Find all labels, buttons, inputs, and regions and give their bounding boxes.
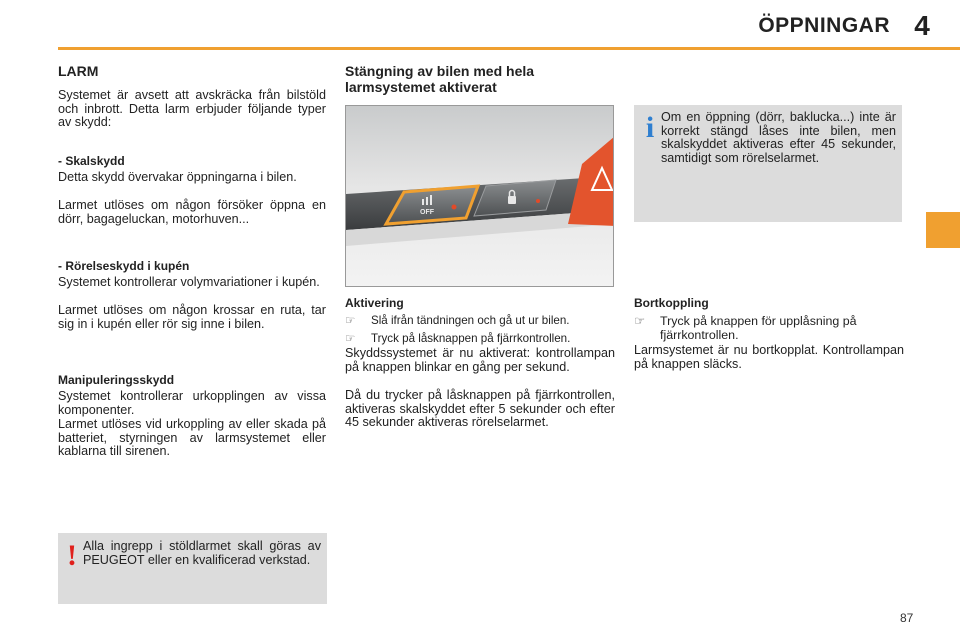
manip-p2: Larmet utlöses vid urkoppling av eller skada på batteriet, styrningen av larmsystemet eller kablarna till sirenen. <box>58 417 326 458</box>
pointing-hand-icon: ☞ <box>345 332 356 345</box>
aktivering-bullets <box>345 314 615 346</box>
list-item <box>345 314 615 328</box>
bortkoppling-bullets <box>634 314 904 342</box>
closing-heading: Stängning av bilen med hela larmsystemet aktiverat <box>345 63 535 95</box>
exclamation-icon: ! <box>67 539 77 572</box>
chapter-number: 4 <box>914 10 930 41</box>
bullet-text: Tryck på knappen för upplåsning på fjärrkontrollen. <box>660 314 857 342</box>
aktivering-p2: Då du trycker på låsknappen på fjärrkontrollen, aktiveras skalskyddet efter 5 sekunder och efter 45 sekunder aktiveras rörelselarmet. <box>345 388 615 429</box>
manip-p1: Systemet kontrollerar urkopplingen av vissa komponenter. <box>58 389 326 417</box>
alarm-button-illustration <box>346 106 614 287</box>
aktivering-title: Aktivering <box>345 296 404 310</box>
info-box <box>634 105 902 222</box>
off-label: OFF <box>420 209 434 216</box>
pointing-hand-icon: ☞ <box>634 314 646 328</box>
rorelse-p1: Systemet kontrollerar volymvariationer i kupén. <box>58 275 320 289</box>
chapter-title: ÖPPNINGAR <box>758 14 890 37</box>
bullet-text: Tryck på låsknappen på fjärrkontrollen. <box>371 332 571 345</box>
list-item <box>345 332 615 346</box>
list-item <box>634 314 904 342</box>
warning-box <box>58 533 327 604</box>
header-rule <box>58 47 960 50</box>
skalskydd-p1: Detta skydd övervakar öppningarna i bilen. <box>58 170 297 184</box>
skalskydd-title: - Skalskydd <box>58 154 125 168</box>
bortkoppling-title: Bortkoppling <box>634 296 709 310</box>
bullet-text: Slå ifrån tändningen och gå ut ur bilen. <box>371 314 570 327</box>
info-icon: i <box>645 111 655 144</box>
lock-icon <box>508 196 516 204</box>
warning-text: Alla ingrepp i stöldlarmet skall göras av PEUGEOT eller en kvalificerad verkstad. <box>83 539 321 567</box>
chapter-side-tab <box>926 212 960 248</box>
page-number: 87 <box>900 611 914 625</box>
aktivering-p1: Skyddssystemet är nu aktiverat: kontrollampan på knappen blinkar en gång per sekund. <box>345 346 615 374</box>
bortkoppling-p1: Larmsystemet är nu bortkopplat. Kontrollampan på knappen släcks. <box>634 343 904 371</box>
info-text: Om en öppning (dörr, baklucka...) inte är korrekt stängd låses inte bilen, men skalskyddet aktiveras efter 45 sekunder, samtidigt som rörelselarmet. <box>661 110 896 165</box>
larm-heading: LARM <box>58 63 99 79</box>
alarm-button-photo <box>345 105 614 287</box>
manip-title: Manipuleringsskydd <box>58 373 175 387</box>
rorelse-title: - Rörelseskydd i kupén <box>58 259 190 273</box>
larm-intro: Systemet är avsett att avskräcka från bilstöld och inbrott. Detta larm erbjuder följande typer av skydd: <box>58 88 326 129</box>
rorelse-p2: Larmet utlöses om någon krossar en ruta, tar sig in i kupén eller rör sig inne i bilen. <box>58 303 326 331</box>
skalskydd-p2: Larmet utlöses om någon försöker öppna en dörr, bagageluckan, motorhuven... <box>58 198 326 226</box>
pointing-hand-icon: ☞ <box>345 314 356 327</box>
